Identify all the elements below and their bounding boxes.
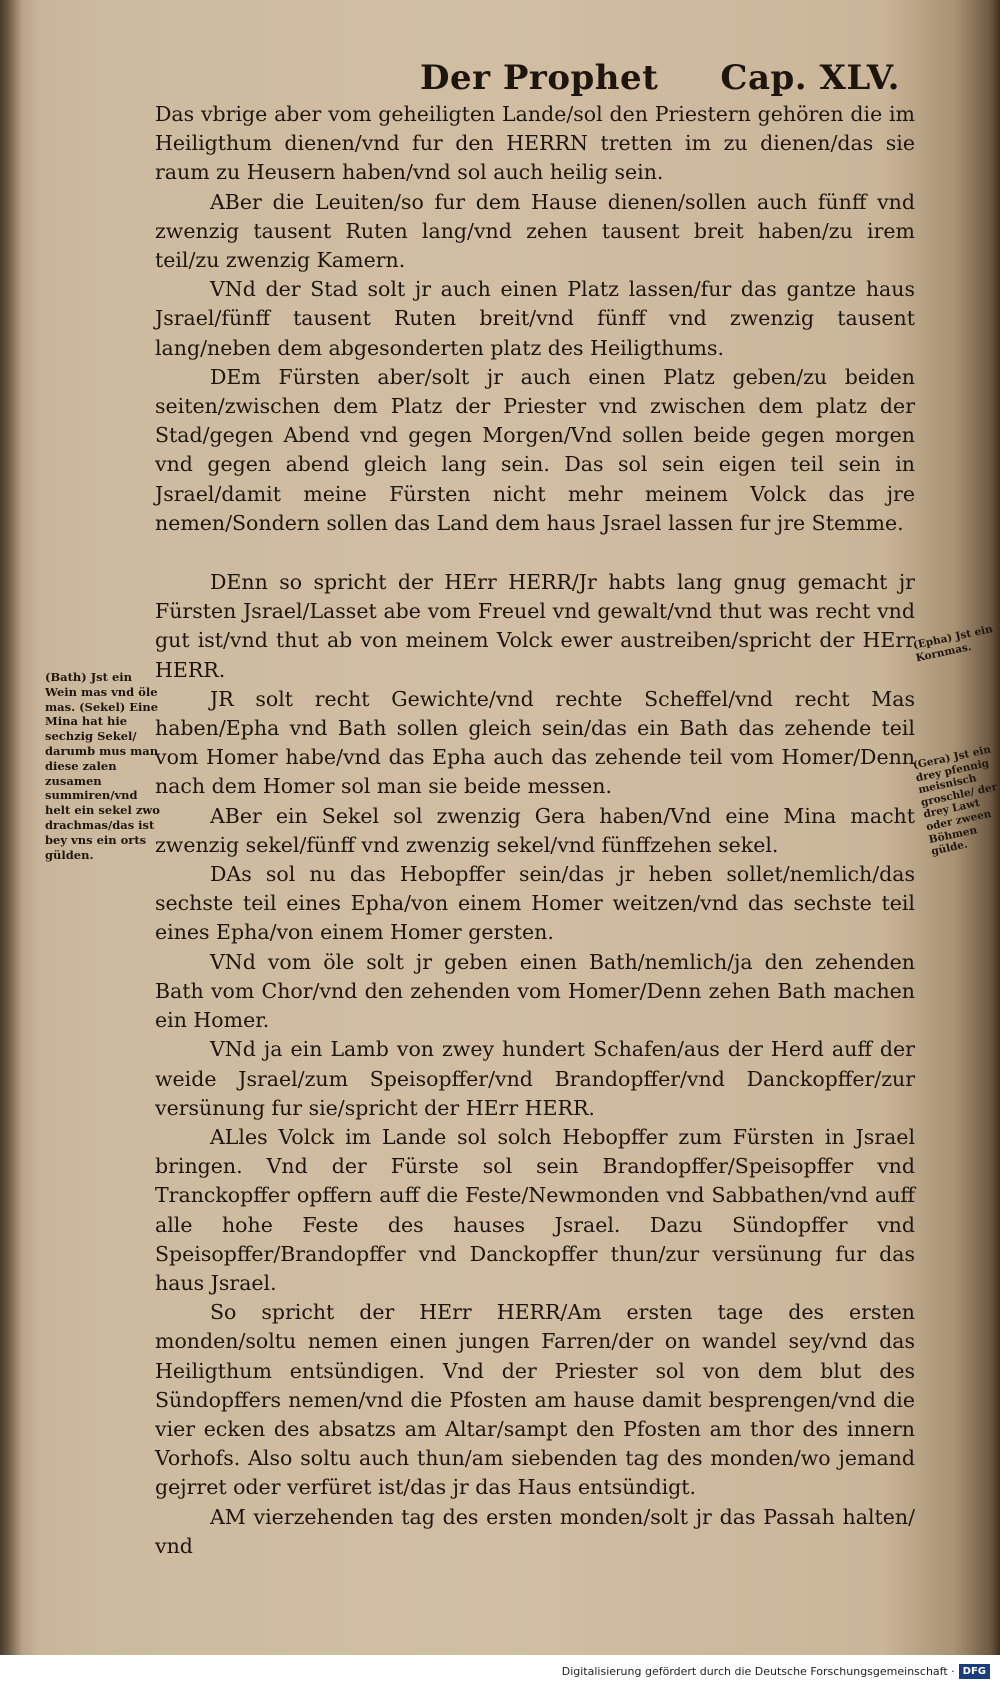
running-header bbox=[420, 58, 900, 98]
paragraph: JR solt recht Gewichte/vnd rechte Scheffel/vnd recht Mas haben/Epha vnd Bath sollen gleich sein/das ein Bath das zehende teil vom Homer habe/vnd das Epha auch das zehende teil vom Homer/Denn nach dem Homer sol man sie beide messen. bbox=[155, 686, 915, 799]
paragraph: AM vierzehenden tag des ersten monden/solt jr das Passah halten/ vnd bbox=[155, 1504, 915, 1558]
header-title: Der Prophet bbox=[420, 58, 659, 98]
dfg-logo-icon: DFG bbox=[959, 1664, 990, 1679]
digitization-footer bbox=[0, 1655, 1000, 1687]
margin-note-right-epha: (Epha) Jst ein Kornmas. bbox=[912, 623, 994, 665]
paragraph: ABer ein Sekel sol zwenzig Gera haben/Vnd eine Mina macht zwenzig sekel/fünff vnd zwenzig sekel/vnd fünffzehen sekel. bbox=[155, 803, 915, 857]
margin-note-left: (Bath) Jst ein Wein mas vnd öle mas. (Sekel) Eine Mina hat hie sechzig Sekel/ darumb mus man diese zalen zusamen summiren/vnd helt ein sekel zwo drachmas/das ist bey vns ein orts gülden. bbox=[45, 670, 160, 862]
main-text-column bbox=[155, 100, 915, 1561]
paragraph: DEm Fürsten aber/solt jr auch einen Platz geben/zu beiden seiten/zwischen dem Platz der Priester vnd zwischen dem platz der Stad/gegen Abend vnd gegen Morgen/Vnd sollen beide gegen morgen vnd gegen abend gleich lang sein. Das sol sein eigen teil sein in Jsrael/damit meine Fürsten nicht mehr meinem Volck das jre nemen/Sondern sollen das Land dem haus Jsrael lassen fur jre Stemme. bbox=[155, 364, 915, 535]
paragraph: ABer die Leuiten/so fur dem Hause dienen/sollen auch fünff vnd zwenzig tausent Ruten lang/vnd zehen tausent breit haben/zu irem teil/zu zwenzig Kamern. bbox=[155, 189, 915, 273]
margin-note-right-gera: (Gera) Jst ein drey pfennig meisnisch groschle/ der drey Lawt oder zween Böhmen gülde. bbox=[912, 743, 999, 858]
footer-credit: Digitalisierung gefördert durch die Deutsche Forschungsgemeinschaft · bbox=[561, 1664, 955, 1678]
paragraph: ALles Volck im Lande sol solch Hebopffer zum Fürsten in Jsrael bringen. Vnd der Fürste sol sein Brandopffer/Speisopffer vnd Tranckopffer opffern auff die Feste/Newmonden vnd Sabbathen/vnd auff alle hohe Feste des hauses Jsrael. Dazu Sündopffer vnd Speisopffer/Brandopffer vnd Danckopffer thun/zur versünung fur das haus Jsrael. bbox=[155, 1124, 915, 1295]
paragraph: DAs sol nu das Hebopffer sein/das jr heben sollet/nemlich/das sechste teil eines Epha/von einem Homer weitzen/vnd das sechste teil eines Epha/von einem Homer gersten. bbox=[155, 862, 915, 945]
paragraph: VNd der Stad solt jr auch einen Platz lassen/fur das gantze haus Jsrael/fünff tausent Ruten breit/vnd fünff vnd zwenzig tausent lang/neben dem abgesonderten platz des Heiligthums. bbox=[155, 277, 915, 360]
paragraph: So spricht der HErr HERR/Am ersten tage des ersten monden/soltu nemen einen jungen Farren/der on wandel sey/vnd das Heiligthum entsündigen. Vnd der Priester sol von dem blut des Sündopffers nemen/vnd die Pfosten am hause damit besprengen/vnd die vier ecken des absatzs am Altar/sampt den Pfosten am thor des innern Vorhofs. Also soltu auch thun/am siebenden tag des monden/wo jemand gejrret oder verfüret ist/das jr das Haus entsündigt. bbox=[155, 1300, 915, 1500]
paragraph: VNd ja ein Lamb von zwey hundert Schafen/aus der Herd auff der weide Jsrael/zum Speisopffer/vnd Brandopffer/vnd Danckopffer/zur versünung fur sie/spricht der HErr HERR. bbox=[155, 1037, 915, 1120]
paragraph: DEnn so spricht der HErr HERR/Jr habts lang gnug gemacht jr Fürsten Jsrael/Lasset abe vom Freuel vnd gewalt/vnd thut was recht vnd gut ist/vnd thut ab von meinem Volck ewer austreiben/spricht der HErr HERR. bbox=[155, 570, 915, 682]
paragraph: VNd vom öle solt jr geben einen Bath/nemlich/ja den zehenden Bath vom Chor/vnd den zehenden vom Homer/Denn zehen Bath machen ein Homer. bbox=[155, 949, 915, 1033]
paragraph: Das vbrige aber vom geheiligten Lande/sol den Priestern gehören die im Heiligthum dienen/vnd fur den HERRN tretten im zu dienen/das sie raum zu Heusern haben/vnd sol auch heilig sein. bbox=[155, 102, 915, 185]
header-chapter: Cap. XLV. bbox=[720, 58, 900, 98]
